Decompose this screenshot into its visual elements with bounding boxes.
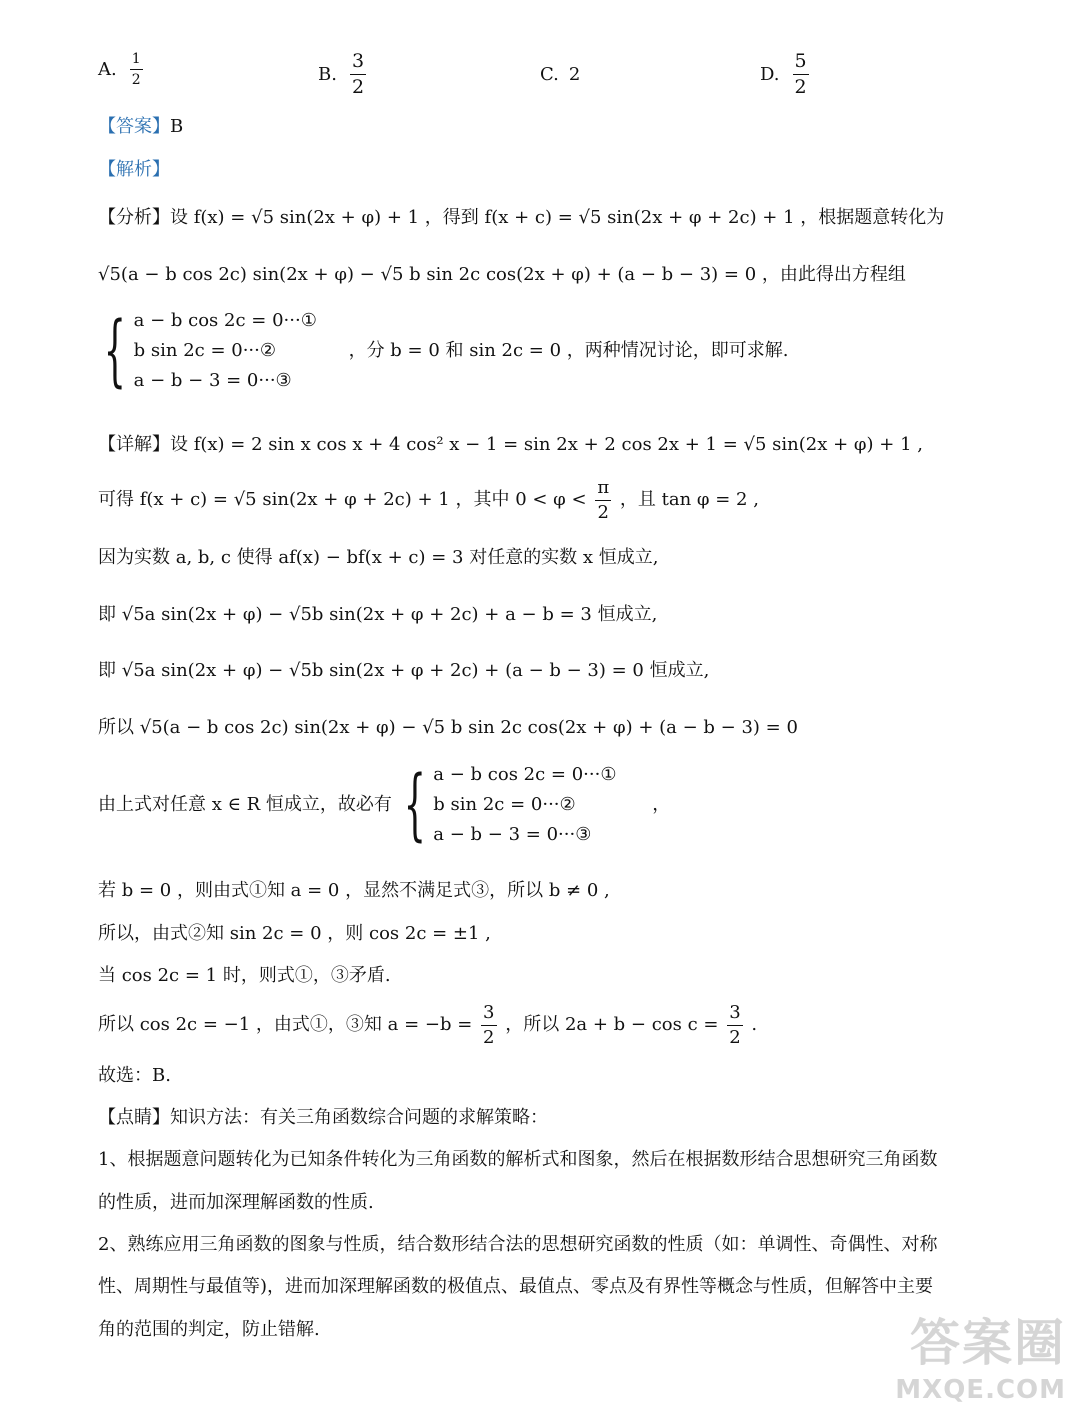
option-a-fraction [130,52,143,87]
dianjing-p1-line-1: 1、根据题意问题转化为已知条件转化为三角函数的解析式和图象，然后在根据数形结合思想研究三角函数 [98,1149,938,1170]
fraction-three-halves [727,1001,742,1048]
fenxi-after-system: ，分 b = 0 和 sin 2c = 0 ，两种情况讨论，即可求解. [348,340,789,361]
fenxi-line-2: √5(a − b cos 2c) sin(2x + φ) − √5 b sin 2c cos(2x + φ) + (a − b − 3) = 0 ，由此得出方程组 [98,264,906,285]
option-b [318,52,369,97]
watermark-bottom: MXQE.COM [895,1375,1066,1405]
answer-line [98,114,982,140]
dianjing-p2-line-2: 性、周期性与最值等)，进而加深理解函数的极值点、最值点、零点及有界性等概念与性质，但解答中主要 [98,1276,934,1297]
xiangjie-line-2-b: ，且 tan φ = 2 , [619,489,759,510]
xiangjie-line-11-a: 所以 cos 2c = −1 ，由式①，③知 a = −b = [98,1014,473,1035]
pi-over-2 [595,476,611,523]
xiangjie-line-11-b: ，所以 2a + b − cos c = [505,1014,719,1035]
option-a-numerator: 1 [130,52,143,70]
brace-icon: { [403,760,426,850]
xiangjie-line-8: 若 b = 0 ，则由式①知 a = 0 ，显然不满足式③，所以 b ≠ 0 , [98,880,610,901]
xiangjie-line-6: 所以 √5(a − b cos 2c) sin(2x + φ) − √5 b sin 2c cos(2x + φ) + (a − b − 3) = 0 [98,717,798,738]
xiangjie-line-1: 【详解】设 f(x) = 2 sin x cos x + 4 cos² x − 1 = sin 2x + 2 cos 2x + 1 = √5 sin(2x + φ) + 1 , [98,434,923,455]
dianjing-p1-line-2: 的性质，进而加深理解函数的性质. [98,1192,374,1213]
option-d [760,52,812,97]
equation-system [398,762,617,848]
option-c [540,64,580,85]
xiangjie-line-9: 所以，由式②知 sin 2c = 0 ，则 cos 2c = ±1 , [98,923,491,944]
answer-label: 【答案】 [98,116,170,137]
fraction-numerator: 3 [727,1004,742,1026]
dianjing-p2-line-3: 角的范围的判定，防止错解. [98,1319,320,1340]
watermark-top: 答案圈 [910,1314,1066,1372]
fraction-denominator: 2 [597,501,609,523]
xiangjie-line-2-a: 可得 f(x + c) = √5 sin(2x + φ + 2c) + 1 ，其中 0 < φ < [98,489,587,510]
xiangjie-system-row [98,762,982,848]
fraction-three-halves [481,1001,496,1048]
analysis-label: 【解析】 [98,159,170,180]
xiangjie-line-3: 因为实数 a, b, c 使得 af(x) − bf(x + c) = 3 对任意的实数 x 恒成立, [98,547,659,568]
equation-system [98,308,317,394]
xiangjie-line-11 [98,1000,982,1050]
option-c-value: 2 [568,64,581,85]
option-d-fraction [793,52,809,97]
fraction-denominator: 2 [483,1026,495,1048]
xiangjie-line-5: 即 √5a sin(2x + φ) − √5b sin(2x + φ + 2c) + (a − b − 3) = 0 恒成立, [98,660,710,681]
fenxi-line-1: 【分析】设 f(x) = √5 sin(2x + φ) + 1 ，得到 f(x + c) = √5 sin(2x + φ + 2c) + 1 ，根据题意转化为 [98,207,945,228]
option-d-letter: D. [760,64,780,85]
option-a-denominator: 2 [131,72,141,88]
equation-3: a − b − 3 = 0···③ [433,824,592,845]
dianjing-line-1: 【点睛】知识方法：有关三角函数综合问题的求解策略： [98,1107,548,1128]
xiangjie-line-11-c: . [751,1014,758,1035]
fraction-numerator: 3 [481,1004,496,1026]
fraction-denominator: 2 [729,1026,741,1048]
option-b-fraction [350,52,366,97]
xiangjie-line-12: 故选：B. [98,1065,171,1086]
brace-icon: { [103,306,126,396]
xiangjie-line-7-post: ， [652,794,671,815]
equation-2: b sin 2c = 0···② [133,340,277,361]
equation-2: b sin 2c = 0···② [433,794,576,815]
xiangjie-line-4: 即 √5a sin(2x + φ) − √5b sin(2x + φ + 2c) + a − b = 3 恒成立, [98,604,658,625]
option-d-denominator: 2 [794,76,807,98]
watermark-logo [895,1303,1066,1405]
option-b-letter: B. [318,64,337,85]
option-b-denominator: 2 [351,76,365,98]
option-d-numerator: 5 [793,52,809,75]
xiangjie-line-10: 当 cos 2c = 1 时，则式①，③矛盾. [98,965,391,986]
equation-1: a − b cos 2c = 0···① [433,764,617,785]
dianjing-p2-line-1: 2、熟练应用三角函数的图象与性质，结合数形结合法的思想研究函数的性质（如：单调性、奇偶性、对称 [98,1234,938,1255]
xiangjie-line-2 [98,478,982,522]
option-b-numerator: 3 [350,52,366,75]
fraction-numerator: π [595,479,611,501]
equation-1: a − b cos 2c = 0···① [133,310,317,331]
answer-value: B [170,116,184,137]
equation-3: a − b − 3 = 0···③ [133,370,292,391]
option-a [98,52,146,87]
option-a-letter: A. [98,59,117,80]
fenxi-system-row [98,308,982,394]
xiangjie-line-7-pre: 由上式对任意 x ∈ R 恒成立，故必有 [98,794,392,815]
analysis-heading [98,157,982,183]
option-c-letter: C. [540,64,559,85]
